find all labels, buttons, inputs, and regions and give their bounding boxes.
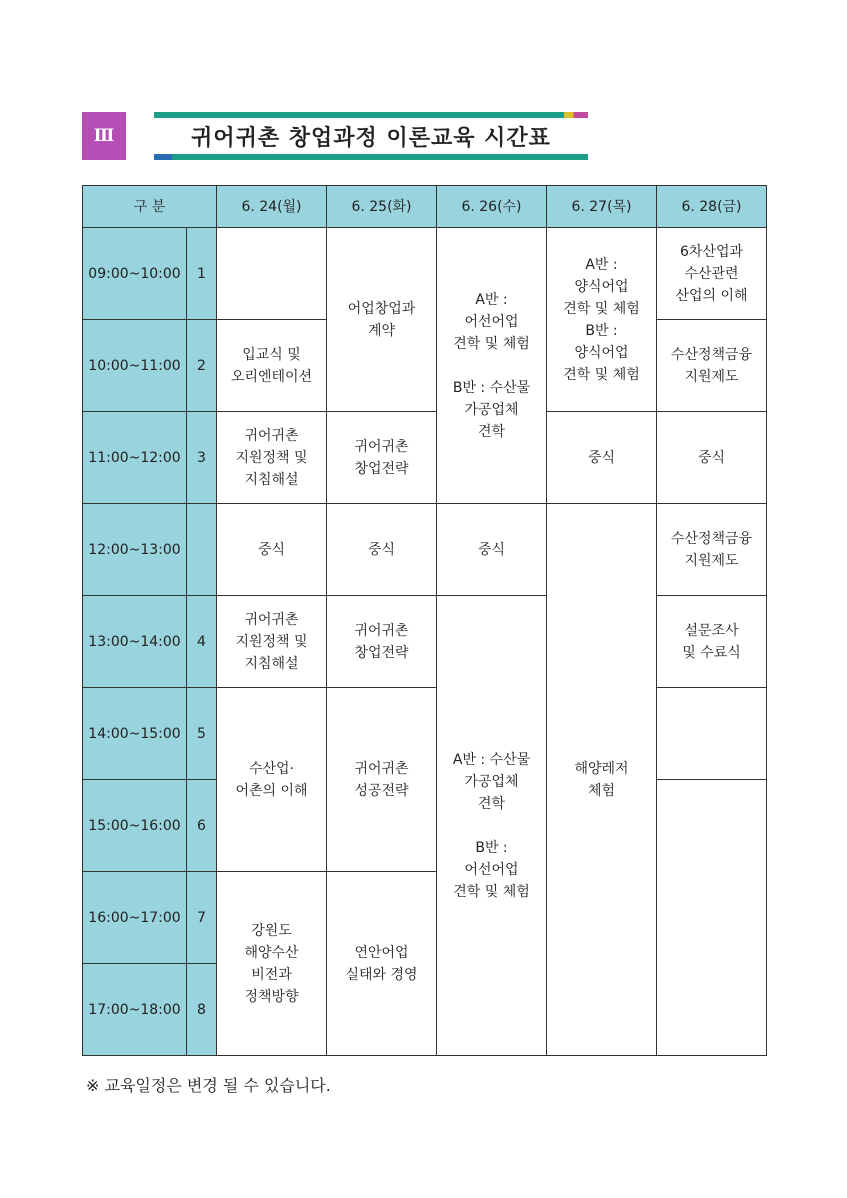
tue-session-3: 귀어귀촌 창업전략 xyxy=(327,412,437,504)
thu-session-4-8: 해양레저 체험 xyxy=(547,504,657,1056)
section-header xyxy=(82,112,588,160)
title-bar-bottom-accent xyxy=(154,154,172,160)
title-box xyxy=(154,112,588,160)
period-number: 5 xyxy=(187,688,217,780)
mon-session-3: 귀어귀촌 지원정책 및 지침해설 xyxy=(217,412,327,504)
tue-session-7-8: 연안어업 실태와 경영 xyxy=(327,872,437,1056)
schedule-footnote: ※ 교육일정은 변경 될 수 있습니다. xyxy=(86,1076,331,1095)
period-number xyxy=(187,504,217,596)
fri-session-4: 설문조사 및 수료식 xyxy=(657,596,767,688)
header-category: 구 분 xyxy=(83,186,217,228)
period-number: 8 xyxy=(187,964,217,1056)
tue-session-4: 귀어귀촌 창업전략 xyxy=(327,596,437,688)
fri-session-1: 6차산업과 수산관련 산업의 이해 xyxy=(657,228,767,320)
time-slot: 17:00~18:00 xyxy=(83,964,187,1056)
header-day-mon: 6. 24(월) xyxy=(217,186,327,228)
header-day-fri: 6. 28(금) xyxy=(657,186,767,228)
header-day-wed: 6. 26(수) xyxy=(437,186,547,228)
tue-session-5-6: 귀어귀촌 성공전략 xyxy=(327,688,437,872)
period-number: 1 xyxy=(187,228,217,320)
section-number-badge: Ⅲ xyxy=(82,112,126,160)
wed-session-4-8: A반 : 수산물 가공업체 견학 B반 : 어선어업 견학 및 체험 xyxy=(437,596,547,1056)
period-number: 7 xyxy=(187,872,217,964)
mon-session-4: 귀어귀촌 지원정책 및 지침해설 xyxy=(217,596,327,688)
time-slot: 11:00~12:00 xyxy=(83,412,187,504)
time-slot: 09:00~10:00 xyxy=(83,228,187,320)
title-bar-bottom xyxy=(154,154,588,160)
time-slot: 12:00~13:00 xyxy=(83,504,187,596)
time-slot: 15:00~16:00 xyxy=(83,780,187,872)
fri-session-3: 중식 xyxy=(657,412,767,504)
mon-session-5-6: 수산업· 어촌의 이해 xyxy=(217,688,327,872)
fri-session-2: 수산정책금융 지원제도 xyxy=(657,320,767,412)
thu-session-1-2: A반 : 양식어업 견학 및 체험 B반 : 양식어업 견학 및 체험 xyxy=(547,228,657,412)
period-number: 6 xyxy=(187,780,217,872)
fri-empty-cell xyxy=(657,780,767,1056)
tue-lunch: 중식 xyxy=(327,504,437,596)
mon-session-2: 입교식 및 오리엔테이션 xyxy=(217,320,327,412)
wed-lunch: 중식 xyxy=(437,504,547,596)
period-number: 4 xyxy=(187,596,217,688)
period-number: 3 xyxy=(187,412,217,504)
mon-empty-cell xyxy=(217,228,327,320)
period-number: 2 xyxy=(187,320,217,412)
time-slot: 14:00~15:00 xyxy=(83,688,187,780)
time-slot: 10:00~11:00 xyxy=(83,320,187,412)
header-day-tue: 6. 25(화) xyxy=(327,186,437,228)
time-slot: 16:00~17:00 xyxy=(83,872,187,964)
thu-session-3: 중식 xyxy=(547,412,657,504)
schedule-table xyxy=(82,185,767,1056)
mon-lunch: 중식 xyxy=(217,504,327,596)
mon-session-7-8: 강원도 해양수산 비전과 정책방향 xyxy=(217,872,327,1056)
time-slot: 13:00~14:00 xyxy=(83,596,187,688)
page-title: 귀어귀촌 창업과정 이론교육 시간표 xyxy=(191,125,551,151)
fri-empty-cell xyxy=(657,688,767,780)
fri-session-noon: 수산정책금융 지원제도 xyxy=(657,504,767,596)
wed-session-1-3: A반 : 어선어업 견학 및 체험 B반 : 수산물 가공업체 견학 xyxy=(437,228,547,504)
header-day-thu: 6. 27(목) xyxy=(547,186,657,228)
tue-session-1-2: 어업창업과 계약 xyxy=(327,228,437,412)
